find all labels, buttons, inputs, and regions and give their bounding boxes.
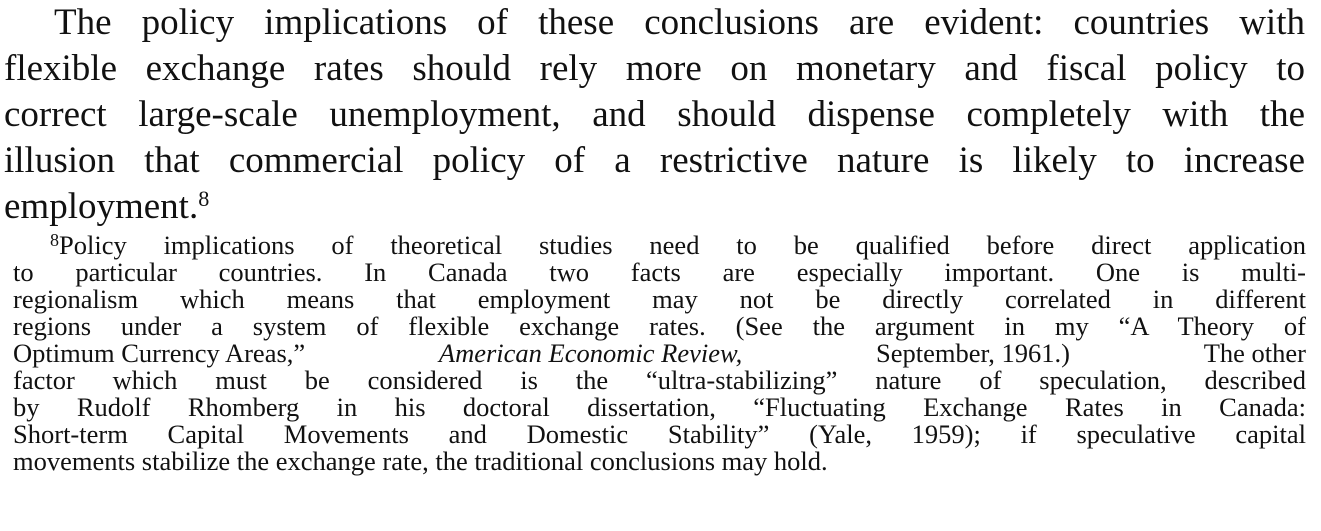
footnote-line-5-start: Optimum Currency Areas,”	[13, 338, 306, 368]
footnote-line-9: movements stabilize the exchange rate, the traditional conclusions may hold.	[13, 446, 828, 476]
footnote-line-8: Short-term Capital Movements and Domestic Stability” (Yale, 1959); if speculative capital	[13, 419, 1306, 449]
footnote-reference: 8	[198, 185, 210, 211]
body-line-5-text: employment.	[4, 186, 199, 227]
footnote-line-6: factor which must be considered is the “ultra-stabilizing” nature of speculation, described	[13, 365, 1306, 395]
footnote-line-1-text: Policy implications of theoretical studies need to be qualified before direct application	[59, 230, 1306, 260]
journal-title: American Economic Review,	[438, 338, 743, 368]
footnote-line-2: to particular countries. In Canada two facts are especially important. One is multi-	[13, 257, 1306, 287]
body-line-4: illusion that commercial policy of a restrictive nature is likely to increase	[4, 140, 1305, 181]
footnote-line-1	[50, 229, 1306, 260]
footnote-marker: 8	[50, 229, 60, 250]
journal-date: September, 1961.)	[876, 338, 1070, 368]
body-line-5	[4, 185, 209, 229]
body-line-1: The policy implications of these conclusions are evident: countries with	[54, 2, 1305, 43]
footnote-line-4: regions under a system of flexible exchange rates. (See the argument in my “A Theory of	[13, 311, 1306, 341]
footnote-line-3: regionalism which means that employment may not be directly correlated in different	[13, 284, 1306, 314]
footnote-line-5-end: The other	[1203, 338, 1306, 368]
footnote-line-5	[13, 338, 1306, 368]
body-line-3: correct large-scale unemployment, and should dispense completely with the	[4, 94, 1305, 135]
body-line-2: flexible exchange rates should rely more on monetary and fiscal policy to	[4, 48, 1305, 89]
footnote-line-7: by Rudolf Rhomberg in his doctoral dissertation, “Fluctuating Exchange Rates in Canada:	[13, 392, 1306, 422]
